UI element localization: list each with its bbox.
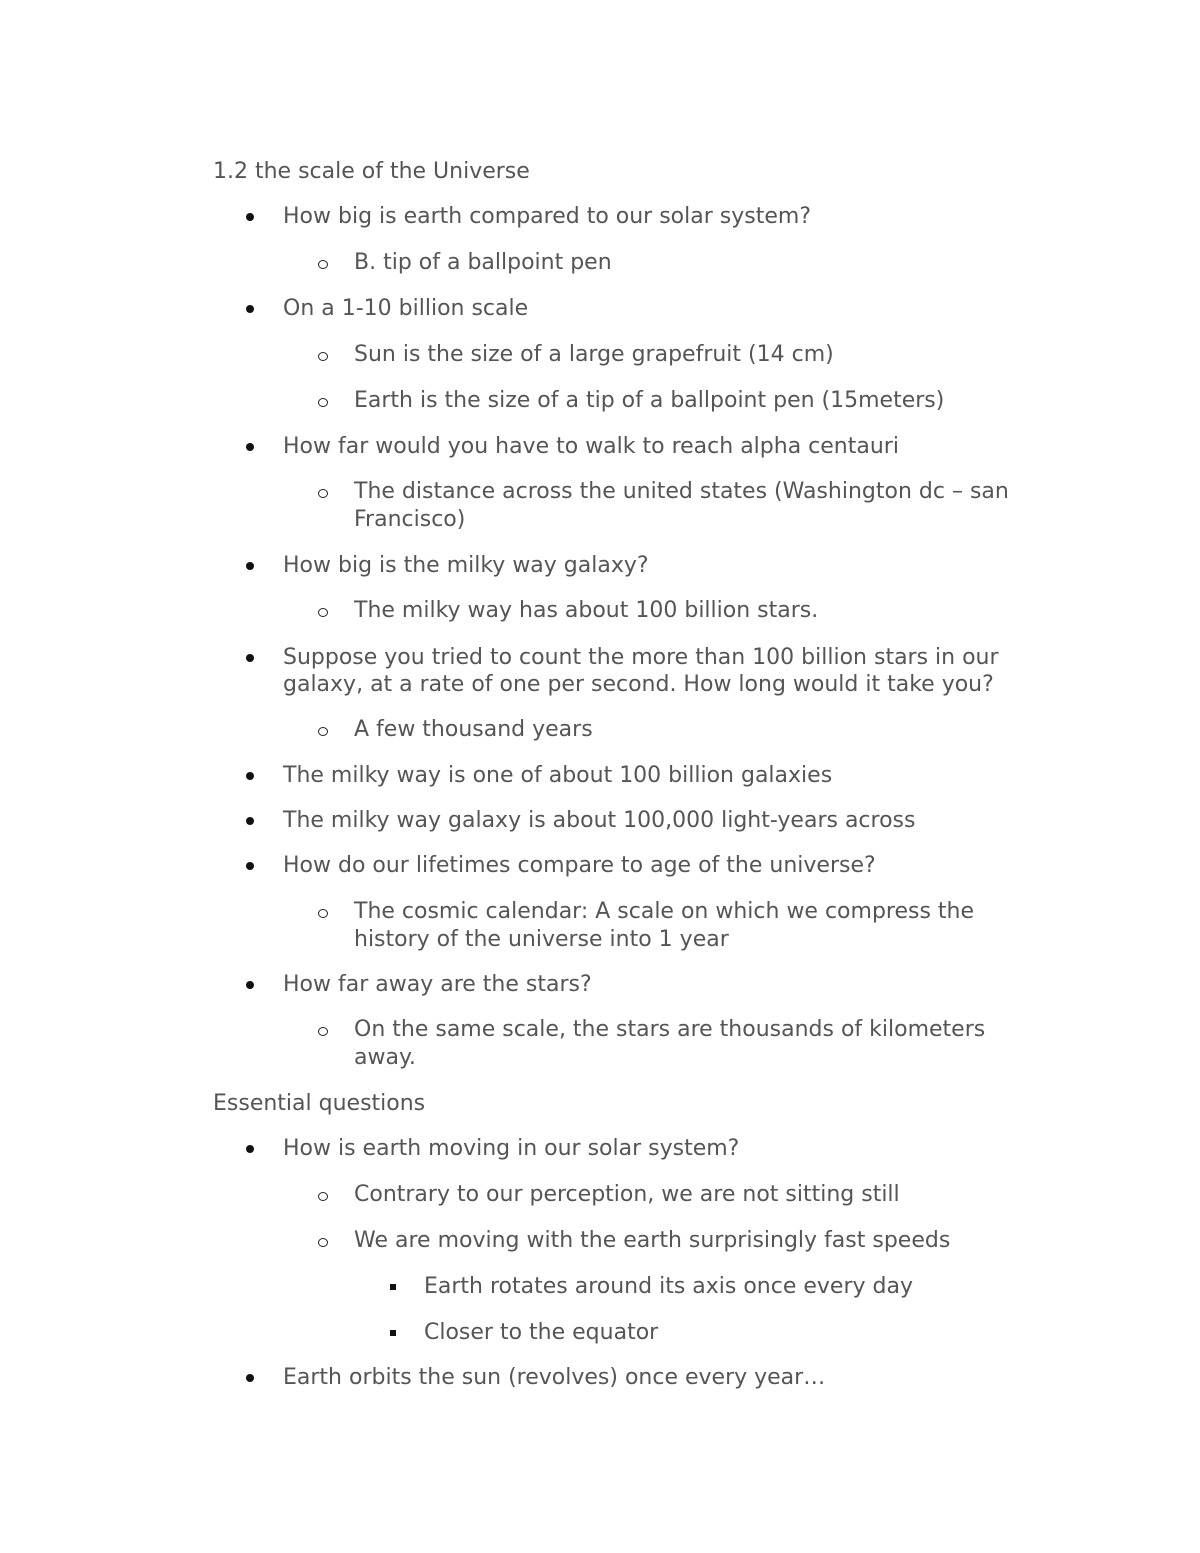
bullet-circle-icon [318, 1027, 328, 1036]
document-page: 1.2 the scale of the Universe How big is earth compared to our solar system? B. tip of a ballpoint pen On a 1-10 billion scale Sun is the size of a large grapefruit (14 cm) Earth is the size of a tip of a ballpoint pen (15meters) How far would you have to walk to reach alpha centauri The distance across the united states (Washington dc – san Francisco) How big is the milky way galaxy? The milky way has about 100 billion stars. Suppose you tried to count the more than 100 billion stars in our galaxy, at a rate of one per second. How long would it take you? A few thousand years The milky way is one of about 100 billion galaxies The milky way galaxy is about 100,000 light-years across How do our lifetimes compare to age of the universe? The cosmic calendar: A scale on which we compress the history of the universe into 1 year How far away are the stars? On the same scale, the stars are thousands of kilometers away. Essential questions How is earth moving in our solar system? Contrary to our perception, we are not sitting still We are moving with the earth surprisingly fast speeds Earth rotates around its axis once every day Closer to the equator Earth orbits the sun (revolves) once every year… [213, 159, 1009, 1390]
bullet-square-icon [390, 1330, 396, 1336]
bullet-circle-icon [318, 1192, 328, 1201]
bullet-circle-icon [318, 1238, 328, 1247]
bullet-dot-icon [246, 562, 254, 570]
section-title: 1.2 the scale of the Universe [213, 159, 530, 184]
bullet-dot-icon [246, 1374, 254, 1382]
bullet-circle-icon [318, 260, 328, 269]
bullet-circle-icon [318, 398, 328, 407]
bullet-circle-icon [318, 909, 328, 918]
bullet-dot-icon [246, 305, 254, 313]
bullet-circle-icon [318, 489, 328, 498]
bullet-circle-icon [318, 608, 328, 617]
bullet-dot-icon [246, 1145, 254, 1153]
bullet-dot-icon [246, 213, 254, 221]
bullet-dot-icon [246, 817, 254, 825]
bullet-dot-icon [246, 772, 254, 780]
bullet-dot-icon [246, 981, 254, 989]
bullet-dot-icon [246, 443, 254, 451]
bullet-circle-icon [318, 727, 328, 736]
bullet-circle-icon [318, 352, 328, 361]
bullet-dot-icon [246, 862, 254, 870]
section-title: Essential questions [213, 1091, 426, 1116]
bullet-square-icon [390, 1284, 396, 1290]
bullet-dot-icon [246, 654, 254, 662]
